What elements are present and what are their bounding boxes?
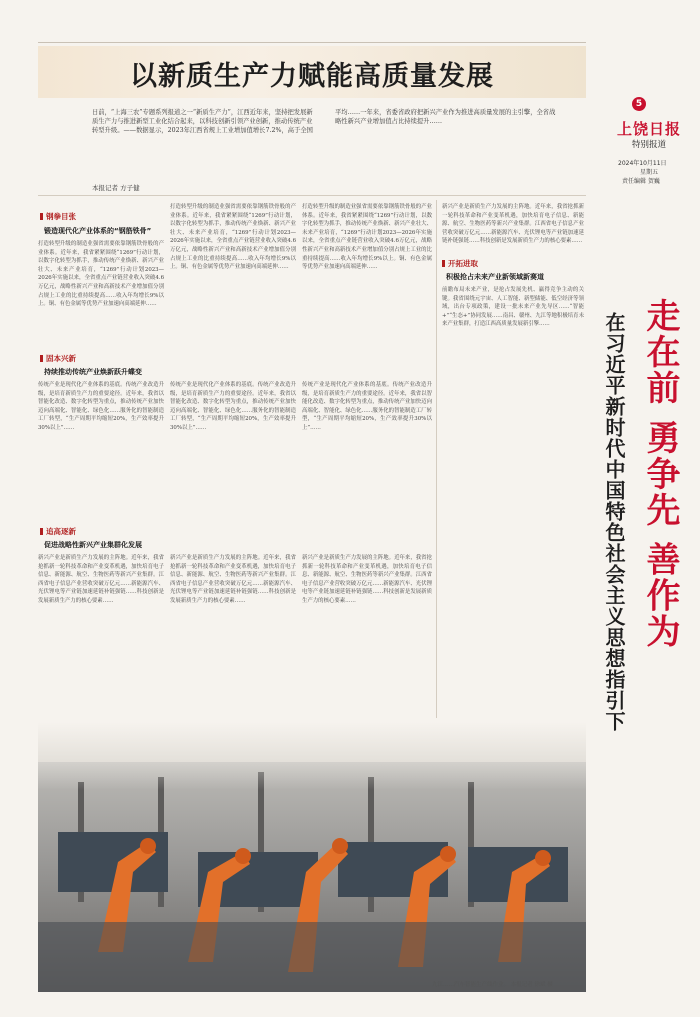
section-2-head: [40, 353, 76, 364]
issue-date: 2024年10月11日: [618, 160, 667, 167]
section-3-head: [40, 526, 76, 537]
section-marker-icon: [40, 355, 43, 362]
section-1-body-col1: 打造转型升级的制造业强省需要依靠钢筋铁骨般的产业体系。近年来，我省紧紧围绕“1269”行动计划，以数字化转型为抓手，推动传统产业焕新、新兴产业壮大、未来产业培育，“1269”行动计划2023—2026年实施以来，全省重点产业链营业收入突破4.6万亿元，战略性新兴产业和高新技术产业增加值分别占规上工业的比重持续提高……收入年均增长9%以上。铜、有色金属等优势产业加速向高端延伸……: [38, 241, 164, 308]
section-1-head: [40, 211, 76, 222]
section-3-title: 追高逐新: [46, 527, 76, 536]
lead-paragraph: 日前，“上海三农”专题系列报道之一“新质生产力”，江西近年来，坚持把发展新质生产力与推进新型工业化结合起来，以科技创新引领产业创新，推动传统产业转型升级。——数据显示，2023年江西省规上工业增加值增长7.2%，高于全国平均……一年来，省委省政府把新兴产业作为推进高质量发展的主引擎，全省战略性新兴产业增加值占比持续提升……: [92, 109, 556, 134]
page-number-badge: 5: [632, 97, 646, 111]
issue-weekday: 星期五: [640, 169, 659, 176]
section-3-body-col3: 新兴产业是新质生产力发展的主阵地。近年来，我省抢抓新一轮科技革命和产业变革机遇，加快培育电子信息、新能源、航空、生物医药等新兴产业集群。江西省电子信息产业营收突破万亿元……新能源汽车、光伏锂电等产业链加速延链补链强链……科技创新是发展新质生产力的核心要素……: [302, 555, 432, 604]
section-1-subhead: 锻造现代化产业体系的“钢筋铁骨”: [44, 227, 152, 235]
vertical-slogan-red: 走在前 勇争先 善作为: [640, 298, 680, 650]
byline: 本报记者 方子健: [92, 184, 140, 192]
section-2-subhead: 持续推动传统产业焕新跃升蝶变: [44, 368, 142, 376]
right-top-body: 新兴产业是新质生产力发展的主阵地。近年来，我省抢抓新一轮科技革命和产业变革机遇，加快培育电子信息、新能源、航空、生物医药等新兴产业集群。江西省电子信息产业营收突破万亿元……新能源汽车、光伏锂电等产业链加速延链补链强链……科技创新是发展新质生产力的核心要素……: [442, 204, 584, 245]
section-4-body: 前瞻布局未来产业，是抢占发展先机、赢得竞争主动的关键。我省围绕元宇宙、人工智能、新型储能、低空经济等领域，出台专项政策，建设一批未来产业先导区……“智能+”“生态+”协同发展……南昌、赣州、九江等地积极培育未来产业集群，打造江西高质量发展新引擎……: [442, 287, 584, 328]
photo-caption: 九江……汽车智能生产线作业。 本报记者 徐斌 摄: [432, 982, 553, 988]
section-2-title: 固本兴新: [46, 354, 76, 363]
section-marker-icon: [442, 260, 445, 267]
robot-assembly-line-image: [38, 722, 586, 992]
special-report-label: 特别报道: [631, 140, 666, 150]
factory-photo: [38, 722, 586, 992]
top-rule: [38, 28, 586, 43]
vertical-slogan-black: 在习近平新时代中国特色社会主义思想指引下: [602, 312, 626, 732]
section-3-body-col2: 新兴产业是新质生产力发展的主阵地。近年来，我省抢抓新一轮科技革命和产业变革机遇，加快培育电子信息、新能源、航空、生物医药等新兴产业集群。江西省电子信息产业营收突破万亿元……新能源汽车、光伏锂电等产业链加速延链补链强链……科技创新是发展新质生产力的核心要素……: [170, 555, 296, 604]
section-3-body-col1: 新兴产业是新质生产力发展的主阵地。近年来，我省抢抓新一轮科技革命和产业变革机遇，加快培育电子信息、新能源、航空、生物医药等新兴产业集群。江西省电子信息产业营收突破万亿元……新能源汽车、光伏锂电等产业链加速延链补链强链……科技创新是发展新质生产力的核心要素……: [38, 555, 164, 604]
section-4-head: [442, 258, 478, 269]
section-2-body-col1: 传统产业是现代化产业体系的基底。传统产业改造升级，是培育新质生产力的重要途径。近年来，我省以智能化改造、数字化转型为重点，推动传统产业加快迈向高端化、智能化、绿色化……服务化的智能制造工厂转型，“生产周期平均缩短20%，生产效率提升30%以上”……: [38, 382, 164, 431]
divider: [38, 195, 586, 196]
section-1-body-col2: 打造转型升级的制造业强省需要依靠钢筋铁骨般的产业体系。近年来，我省紧紧围绕“1269”行动计划，以数字化转型为抓手，推动传统产业焕新、新兴产业壮大、未来产业培育，“1269”行动计划2023—2026年实施以来，全省重点产业链营业收入突破4.6万亿元，战略性新兴产业和高新技术产业增加值分别占规上工业的比重持续提高……收入年均增长9%以上。铜、有色金属等优势产业加速向高端延伸……: [170, 204, 296, 271]
section-2-body-col2: 传统产业是现代化产业体系的基底。传统产业改造升级，是培育新质生产力的重要途径。近年来，我省以智能化改造、数字化转型为重点，推动传统产业加快迈向高端化、智能化、绿色化……服务化的智能制造工厂转型，“生产周期平均缩短20%，生产效率提升30%以上”……: [170, 382, 296, 431]
editor-credit: 责任编辑 贺巍: [622, 178, 660, 185]
page-headline: 以新质生产力赋能高质量发展: [130, 61, 494, 92]
section-4-title: 开拓进取: [448, 259, 478, 268]
paper-logo: 上饶日报: [616, 120, 681, 138]
section-1-body-col3: 打造转型升级的制造业强省需要依靠钢筋铁骨般的产业体系。近年来，我省紧紧围绕“1269”行动计划，以数字化转型为抓手，推动传统产业焕新、新兴产业壮大、未来产业培育，“1269”行动计划2023—2026年实施以来，全省重点产业链营业收入突破4.6万亿元，战略性新兴产业和高新技术产业增加值分别占规上工业的比重持续提高……收入年均增长9%以上。铜、有色金属等优势产业加速向高端延伸……: [302, 204, 432, 271]
section-marker-icon: [40, 213, 43, 220]
section-4-subhead: 积极抢占未来产业新领域新赛道: [446, 273, 544, 281]
section-marker-icon: [40, 528, 43, 535]
section-1-title: 钢拳目张: [46, 212, 76, 221]
section-3-subhead: 促进战略性新兴产业集群化发展: [44, 541, 142, 549]
column-divider: [436, 200, 437, 718]
section-2-body-col3: 传统产业是现代化产业体系的基底。传统产业改造升级，是培育新质生产力的重要途径。近年来，我省以智能化改造、数字化转型为重点，推动传统产业加快迈向高端化、智能化、绿色化……服务化的智能制造工厂转型，“生产周期平均缩短20%，生产效率提升30%以上”……: [302, 382, 432, 431]
